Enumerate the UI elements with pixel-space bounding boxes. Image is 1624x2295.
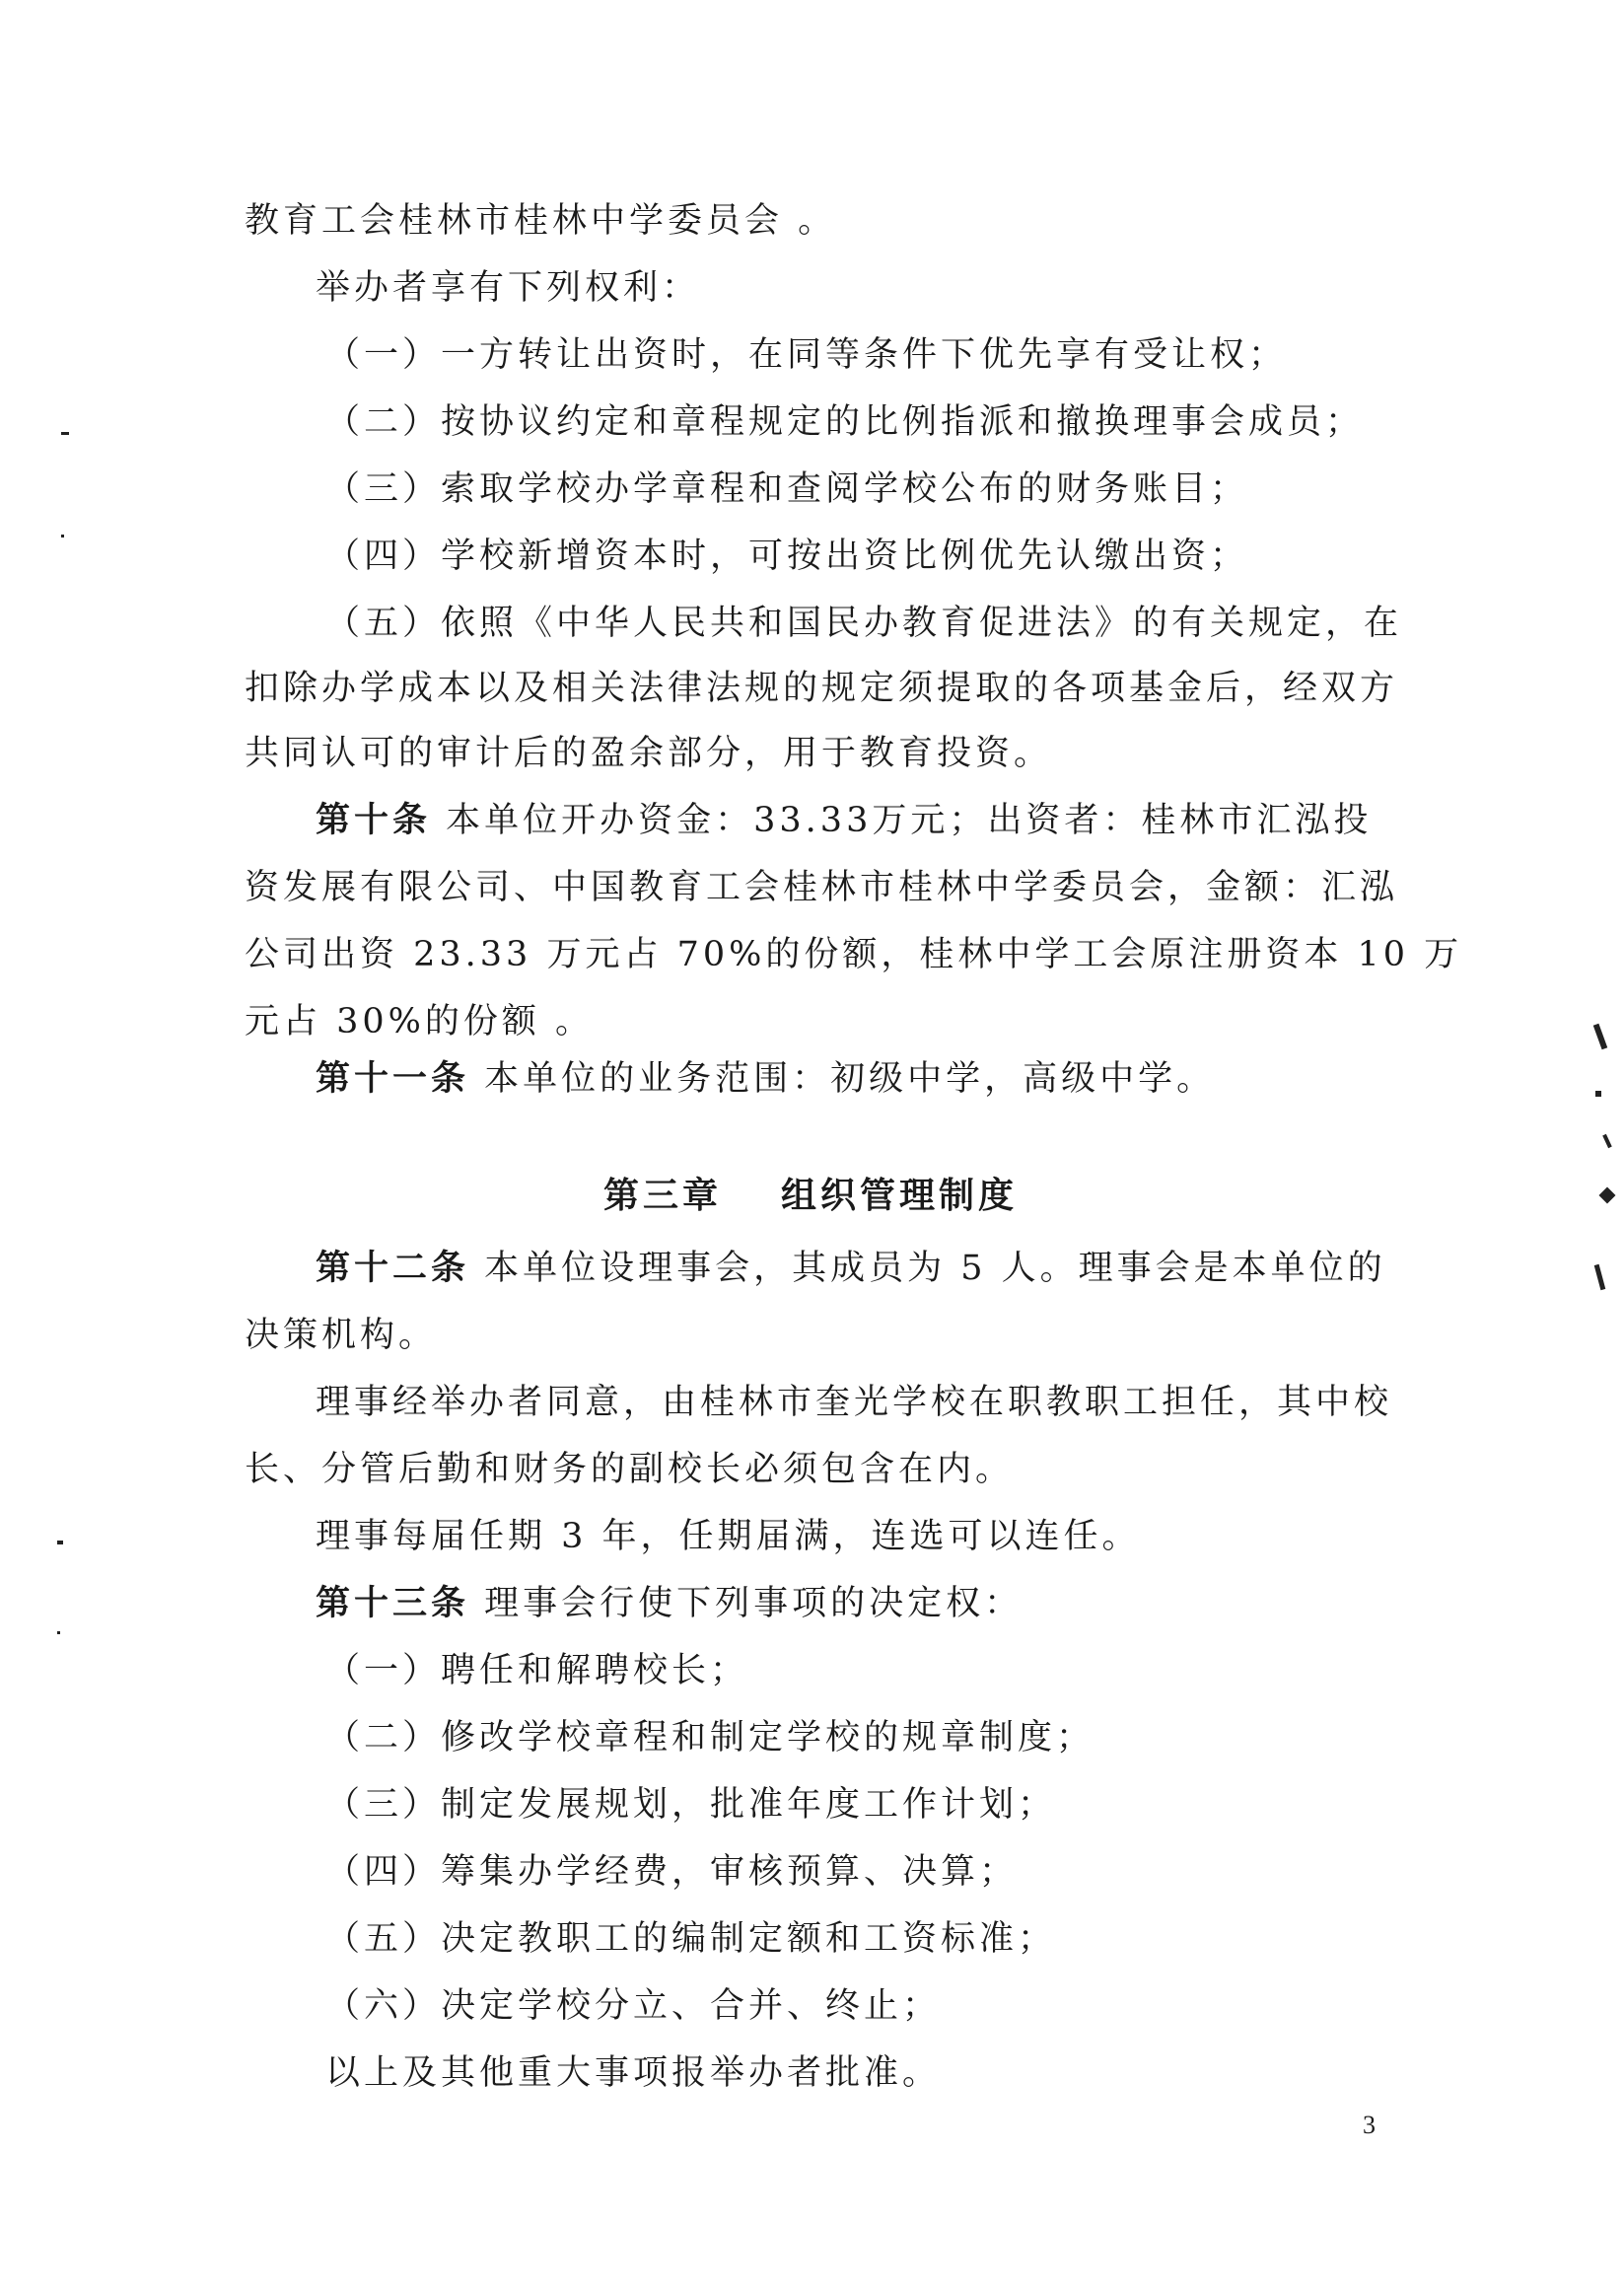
list-item: （五）依照《中华人民共和国民办教育促进法》的有关规定，在 — [325, 604, 1403, 643]
binding-mark — [1602, 1134, 1612, 1148]
binding-mark — [1595, 1091, 1601, 1097]
chapter-number: 第三章 — [603, 1175, 723, 1216]
scan-speck — [61, 535, 64, 538]
binding-mark — [1599, 1187, 1616, 1204]
text-line: 以上及其他重大事项报举办者批准。 — [325, 2053, 942, 2093]
text-line: 决策机构。 — [245, 1316, 438, 1355]
article-label: 第十条 — [316, 800, 432, 840]
text-line: 理事经举办者同意，由桂林市奎光学校在职教职工担任，其中校 — [316, 1383, 1393, 1422]
article-11 — [316, 1055, 1215, 1103]
list-item: （二）修改学校章程和制定学校的规章制度； — [325, 1718, 1095, 1757]
list-item: （一）一方转让出资时，在同等条件下优先享有受让权； — [325, 335, 1288, 375]
list-item: （六）决定学校分立、合并、终止； — [325, 1986, 942, 2026]
article-label: 第十二条 — [316, 1248, 470, 1288]
text-line: 共同认可的审计后的盈余部分，用于教育投资。 — [245, 734, 1053, 773]
article-12 — [316, 1245, 1386, 1292]
scan-speck — [57, 1631, 60, 1634]
binding-mark — [1593, 1024, 1608, 1049]
page-number: 3 — [1363, 2111, 1376, 2139]
article-13 — [316, 1580, 1023, 1627]
scan-speck — [57, 1541, 63, 1544]
text-line: 公司出资 23.33 万元占 70%的份额，桂林中学工会原注册资本 10 万 — [245, 935, 1463, 974]
chapter-title: 组织管理制度 — [781, 1175, 1019, 1216]
text-line: 理事每届任期 3 年，任期届满，连选可以连任。 — [316, 1517, 1141, 1556]
text-line: 资发展有限公司、中国教育工会桂林市桂林中学委员会，金额：汇泓 — [245, 868, 1399, 907]
text-line: 扣除办学成本以及相关法律法规的规定须提取的各项基金后，经双方 — [245, 669, 1399, 708]
article-text: 本单位开办资金：33.33万元；出资者：桂林市汇泓投 — [431, 801, 1373, 840]
binding-mark — [1594, 1264, 1606, 1290]
text-line: 长、分管后勤和财务的副校长必须包含在内。 — [245, 1450, 1015, 1489]
article-text: 本单位的业务范围：初级中学，高级中学。 — [469, 1059, 1216, 1099]
list-item: （三）制定发展规划，批准年度工作计划； — [325, 1785, 1057, 1825]
list-item: （四）筹集办学经费，审核预算、决算； — [325, 1852, 1019, 1892]
chapter-heading — [603, 1172, 1018, 1219]
list-item: （三）索取学校办学章程和查阅学校公布的财务账目； — [325, 469, 1249, 509]
list-item: （二）按协议约定和章程规定的比例指派和撤换理事会成员； — [325, 402, 1365, 442]
text-line: 元占 30%的份额 。 — [245, 1002, 595, 1041]
list-item: （五）决定教职工的编制定额和工资标准； — [325, 1919, 1057, 1959]
article-label: 第十三条 — [316, 1583, 470, 1623]
article-text: 本单位设理事会，其成员为 5 人。理事会是本单位的 — [469, 1249, 1386, 1288]
scan-speck — [61, 432, 69, 435]
list-item: （一）聘任和解聘校长； — [325, 1651, 749, 1690]
article-10 — [316, 797, 1372, 844]
text-line: 举办者享有下列权利： — [316, 268, 701, 308]
list-item: （四）学校新增资本时，可按出资比例优先认缴出资； — [325, 537, 1249, 576]
text-line: 教育工会桂林市桂林中学委员会 。 — [245, 201, 837, 241]
article-label: 第十一条 — [316, 1058, 470, 1099]
article-text: 理事会行使下列事项的决定权： — [469, 1584, 1024, 1623]
